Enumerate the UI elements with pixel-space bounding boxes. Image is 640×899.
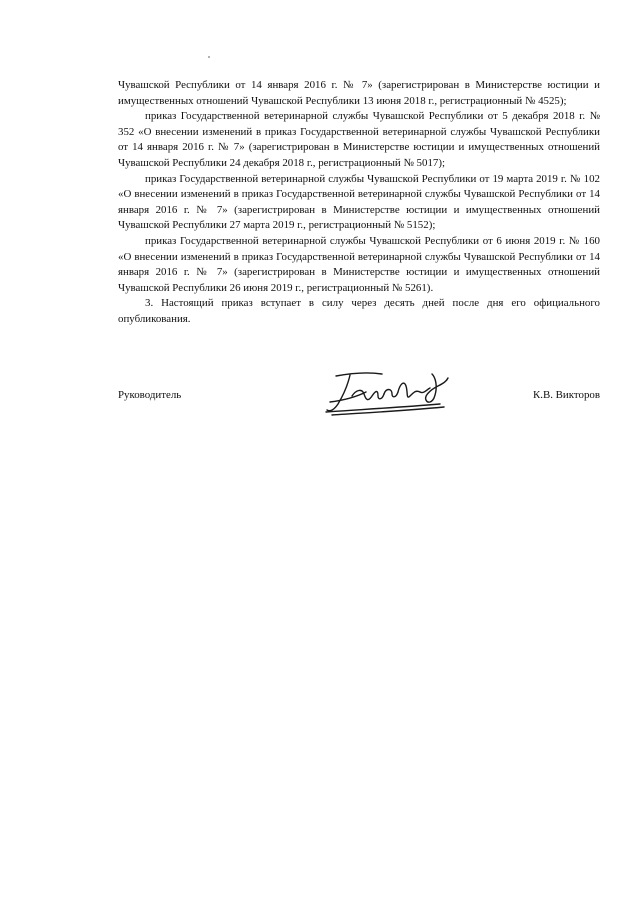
- document-body: [118, 78, 600, 328]
- paragraph-order-5017: приказ Государственной ветеринарной службы Чувашской Республики от 5 декабря 2018 г. № 352 «О внесении изменений в приказ Государственной ветеринарной службы Чувашской Республики от 14 января 2016 г. № 7» (зарегистрирован в Министерстве юстиции и имущественных отношений Чувашской Республики 24 декабря 2018 г., регистрационный № 5017);: [118, 110, 600, 169]
- signer-position: Руководитель: [118, 389, 182, 401]
- paragraph-order-5261: приказ Государственной ветеринарной службы Чувашской Республики от 6 июня 2019 г. № 160 «О внесении изменений в приказ Государственной ветеринарной службы Чувашской Республики от 14 января 2016 г. № 7» (зарегистрирован в Министерстве юстиции и имущественных отношений Чувашской Республики 26 июня 2019 г., регистрационный № 5261).: [118, 234, 600, 294]
- paragraph-continuation: Чувашской Республики от 14 января 2016 г. № 7» (зарегистрирован в Министерстве юстиции и имущественных отношений Чувашской Республики 13 июня 2018 г., регистрационный № 4525);: [118, 79, 600, 107]
- paragraph-effective-date: 3. Настоящий приказ вступает в силу через десять дней после дня его официального опубликования.: [118, 297, 600, 325]
- handwritten-signature: [322, 366, 452, 418]
- signer-name: К.В. Викторов: [532, 389, 600, 401]
- paragraph-order-5152: приказ Государственной ветеринарной службы Чувашской Республики от 19 марта 2019 г. № 102 «О внесении изменений в приказ Государственной ветеринарной службы Чувашской Республики от 14 января 2016 г. № 7» (зарегистрирован в Министерстве юстиции и имущественных отношений Чувашской Республики 27 марта 2019 г., регистрационный № 5152);: [118, 172, 600, 232]
- scan-speck: [208, 56, 210, 58]
